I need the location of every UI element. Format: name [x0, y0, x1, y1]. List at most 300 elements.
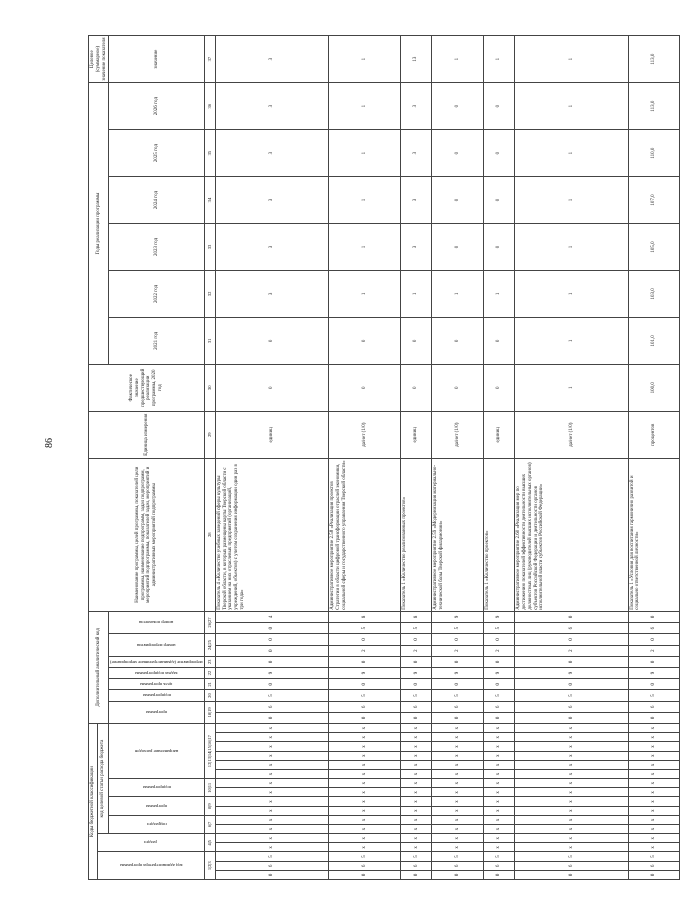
code-cell: 9 [432, 667, 484, 678]
code-cell: х [628, 824, 680, 833]
value-cell: 1 [401, 270, 432, 317]
code-cell: х [329, 733, 401, 742]
value-cell: 113,0 [628, 36, 680, 83]
code-cell: 8 [329, 611, 401, 622]
code-cell: 0 [401, 679, 432, 690]
value-cell: 105,0 [628, 224, 680, 271]
code-cell: 9 [329, 667, 401, 678]
code-cell: х [432, 843, 484, 852]
code-cell: 0 [515, 870, 628, 879]
code-cell: х [401, 751, 432, 760]
value-cell: 3 [401, 224, 432, 271]
razdel-label: раздел [144, 840, 158, 846]
value-cell: 1 [329, 224, 401, 271]
code-cell: х [515, 843, 628, 852]
code-cell: х [484, 824, 515, 833]
value-cell: 1 [329, 177, 401, 224]
value-cell: 3 [401, 130, 432, 177]
unit-cell: процентов [628, 411, 680, 458]
code-cell: 4 [215, 611, 328, 622]
code-cell: х [401, 769, 432, 778]
zadacha-header [109, 667, 205, 678]
code-cell: 6 [628, 701, 680, 712]
code-cell: 6 [432, 861, 484, 870]
code-cell: 6 [484, 861, 515, 870]
code-cell: х [401, 824, 432, 833]
value-cell: 3 [215, 177, 328, 224]
code-cell: 6 [215, 701, 328, 712]
admin-code-header [97, 852, 204, 880]
code-cell: 0 [401, 634, 432, 645]
admin-code-label: код администратора программы [119, 863, 183, 869]
value-cell: 1 [329, 130, 401, 177]
code-cell: х [484, 769, 515, 778]
code-cell: 5 [329, 852, 401, 861]
code-cell: 5 [329, 623, 401, 634]
value-cell: 1 [484, 270, 515, 317]
code-cell: х [515, 824, 628, 833]
code-cell: х [401, 806, 432, 815]
target-group-header: Целевое (суммарное) значение показателя [89, 36, 109, 83]
code-cell: х [628, 724, 680, 733]
value-cell: 1 [515, 177, 628, 224]
code-cell: 0 [432, 712, 484, 723]
podrazdel-label: подраздел [146, 822, 167, 828]
indicator-name: Административное мероприятие 2.58 «Реализация проектов Стратегии в области цифровой трансформации отраслей экономики, социальной сферы и государственного управления Тверской области» [329, 458, 401, 611]
nomer-pok-header [109, 611, 205, 634]
code-cell: х [484, 742, 515, 751]
code-cell: 0 [432, 656, 484, 667]
code-cell: 0 [432, 870, 484, 879]
code-cell: 6 [401, 861, 432, 870]
code-cell: х [215, 834, 328, 843]
colnum: 21 [204, 679, 215, 690]
code-cell: х [628, 815, 680, 824]
code-cell: х [432, 815, 484, 824]
code-cell: 6 [515, 623, 628, 634]
code-cell: х [329, 751, 401, 760]
colnum: 20 [204, 690, 215, 701]
code-cell: х [515, 769, 628, 778]
nomer-header [109, 634, 205, 656]
code-cell: х [628, 733, 680, 742]
code-cell: х [628, 806, 680, 815]
colnum: 12|13|14|15|16|17 [204, 724, 215, 779]
meropriyatie-header [109, 656, 205, 667]
table-row [515, 36, 628, 880]
unit-header: Единица измерения [89, 411, 205, 458]
napravlenie-header [109, 724, 205, 779]
razdel-header [97, 834, 204, 852]
code-cell: 0 [484, 712, 515, 723]
code-cell: 0 [329, 679, 401, 690]
code-cell: х [329, 742, 401, 751]
code-cell: х [432, 834, 484, 843]
cs-group-header: код целевой статьи расхода бюджета [97, 724, 109, 834]
colnum: 30 [204, 364, 215, 411]
code-cell: х [329, 806, 401, 815]
code-cell: х [628, 843, 680, 852]
code-cell: 5 [628, 852, 680, 861]
code-cell: х [628, 797, 680, 806]
code-cell: 5 [484, 690, 515, 701]
code-cell: х [215, 797, 328, 806]
code-cell: х [401, 815, 432, 824]
value-cell: 1 [432, 270, 484, 317]
value-cell: 0 [484, 83, 515, 130]
code-cell: 0 [515, 712, 628, 723]
code-cell: х [215, 824, 328, 833]
name-header: Наименование программы, целей программы, показателей цели программы, наименование подпрограмм, задач подпрограмм, мероприятий подпрограммы, показателей задач, мероприятий и административных мероприятий подпрограммы [89, 458, 205, 611]
value-cell: 3 [401, 83, 432, 130]
dop-code-group-header: Дополнительный аналитический код [89, 611, 109, 723]
code-cell: 6 [515, 861, 628, 870]
value-cell: 101,0 [628, 317, 680, 364]
indicator-name: Административное мероприятие 2.59 «Модернизация материально-технической базы Тверской филармонии» [432, 458, 484, 611]
target-value-header: значение [109, 36, 205, 83]
code-cell: х [432, 724, 484, 733]
code-cell: 0 [329, 870, 401, 879]
code-cell: х [515, 779, 628, 788]
code-cell: х [515, 751, 628, 760]
value-cell: 0 [215, 317, 328, 364]
code-cell: х [484, 843, 515, 852]
code-cell: 5 [515, 690, 628, 701]
rotated-table-area [88, 35, 657, 880]
value-cell: 13 [401, 36, 432, 83]
table-row [432, 36, 484, 880]
code-cell: х [484, 815, 515, 824]
code-cell: х [401, 742, 432, 751]
indicator-name: Показатель 1 «Условия для воспитания гармонично развитой и социально ответственной личности» [628, 458, 680, 611]
code-cell: 5 [628, 690, 680, 701]
code-cell: 0 [215, 645, 328, 656]
programma-header [109, 797, 205, 815]
code-cell: х [484, 751, 515, 760]
code-cell: 5 [515, 852, 628, 861]
code-cell: 0 [215, 712, 328, 723]
code-cell: х [215, 779, 328, 788]
unit-cell: да/нет (1/0) [432, 411, 484, 458]
colnum: 1|2|3 [204, 852, 215, 880]
value-cell: 1 [329, 83, 401, 130]
code-cell: х [215, 733, 328, 742]
indicator-name: Административное мероприятие 2.60 «Реализация мер по достижению показателей эффективности деятельности высших должностных лиц (руководителей высших исполнительных органов) субъектов Российской Федерации и деятельности органов исполнительной власти субъектов Российской Федерации» [515, 458, 628, 611]
colnum: 29 [204, 411, 215, 458]
code-cell: х [484, 788, 515, 797]
code-cell: 2 [628, 645, 680, 656]
code-cell: х [432, 788, 484, 797]
code-cell: х [401, 733, 432, 742]
year-2021-header: 2021 год [109, 317, 205, 364]
value-cell: 0 [432, 224, 484, 271]
code-cell: х [215, 815, 328, 824]
value-cell: 0 [432, 130, 484, 177]
code-cell: 2 [515, 645, 628, 656]
code-cell: х [215, 724, 328, 733]
colnum: 28 [204, 458, 215, 611]
code-cell: х [628, 834, 680, 843]
value-cell: 3 [215, 83, 328, 130]
code-cell: х [515, 834, 628, 843]
code-cell: 6 [329, 701, 401, 712]
code-cell: х [329, 788, 401, 797]
year-2022-header: 2022 год [109, 270, 205, 317]
year-2026-header: 2026 год [109, 83, 205, 130]
code-cell: 0 [628, 611, 680, 622]
code-cell: 5 [401, 690, 432, 701]
value-cell: 113,0 [628, 83, 680, 130]
cel-header [109, 679, 205, 690]
code-cell: х [432, 760, 484, 769]
code-cell: 0 [484, 679, 515, 690]
code-cell: 0 [515, 611, 628, 622]
value-cell: 110,0 [628, 130, 680, 177]
fact-2020-header: Фактическое значение предшествующий реализации программы, 2020 год [89, 364, 205, 411]
code-cell: 0 [484, 870, 515, 879]
code-cell: 6 [628, 861, 680, 870]
value-cell: 1 [515, 317, 628, 364]
code-cell: 2 [484, 645, 515, 656]
code-cell: 9 [432, 611, 484, 622]
code-cell: х [215, 742, 328, 751]
code-cell: х [215, 769, 328, 778]
years-group-header: Годы реализации программы [89, 83, 109, 365]
page-number: 86 [44, 438, 55, 448]
code-cell: 6 [215, 861, 328, 870]
code-cell: 2 [329, 645, 401, 656]
code-cell: 6 [401, 701, 432, 712]
value-cell: 3 [401, 177, 432, 224]
code-cell: 5 [401, 852, 432, 861]
value-cell: 0 [401, 317, 432, 364]
code-cell: 9 [215, 667, 328, 678]
year-2024-header: 2024 год [109, 177, 205, 224]
code-cell: 6 [484, 701, 515, 712]
colnum: 36 [204, 83, 215, 130]
code-cell: х [515, 724, 628, 733]
value-cell: 0 [215, 364, 328, 411]
code-cell: 0 [484, 656, 515, 667]
code-cell: х [215, 751, 328, 760]
code-cell: х [215, 760, 328, 769]
value-cell: 0 [484, 130, 515, 177]
code-cell: 0 [401, 656, 432, 667]
code-cell: х [484, 834, 515, 843]
code-cell: 0 [401, 870, 432, 879]
cel-label: цель программы [140, 681, 173, 687]
value-cell: 0 [432, 177, 484, 224]
code-cell: х [484, 760, 515, 769]
code-cell: 8 [401, 611, 432, 622]
code-cell: х [484, 806, 515, 815]
meropriyatie-label: мероприятие (административное мероприятие) [110, 659, 203, 665]
code-cell: х [401, 788, 432, 797]
code-cell: х [628, 769, 680, 778]
code-cell: х [484, 733, 515, 742]
value-cell: 0 [484, 364, 515, 411]
code-cell: х [329, 724, 401, 733]
code-cell: 5 [432, 690, 484, 701]
code-cell: х [515, 788, 628, 797]
table-body [215, 36, 680, 880]
code-cell: х [432, 824, 484, 833]
colnum: 34 [204, 177, 215, 224]
code-cell: 0 [329, 656, 401, 667]
code-cell: х [515, 815, 628, 824]
code-cell: 0 [215, 623, 328, 634]
value-cell: 0 [401, 364, 432, 411]
code-cell: х [484, 797, 515, 806]
code-cell: 0 [628, 870, 680, 879]
value-cell: 1 [515, 36, 628, 83]
podprogramma-header [109, 779, 205, 797]
code-cell: 0 [628, 634, 680, 645]
value-cell: 1 [515, 224, 628, 271]
code-cell: 0 [628, 679, 680, 690]
code-cell: х [484, 779, 515, 788]
code-cell: 0 [515, 679, 628, 690]
code-cell: 2 [432, 645, 484, 656]
code-cell: 6 [515, 701, 628, 712]
nomer-label: номер мероприятия [137, 642, 176, 648]
value-cell: 0 [329, 364, 401, 411]
code-cell: 5 [484, 623, 515, 634]
value-cell: 0 [432, 317, 484, 364]
unit-cell: да/нет (1/0) [329, 411, 401, 458]
code-cell: 9 [515, 667, 628, 678]
code-cell: 0 [329, 712, 401, 723]
code-cell: х [401, 760, 432, 769]
table-row [401, 36, 432, 880]
code-cell: 0 [329, 634, 401, 645]
colnum: 35 [204, 130, 215, 177]
code-cell: 6 [432, 701, 484, 712]
code-cell: 9 [628, 667, 680, 678]
value-cell: 103,0 [628, 270, 680, 317]
code-cell: 0 [628, 712, 680, 723]
table-row [329, 36, 401, 880]
value-cell: 3 [215, 130, 328, 177]
colnum: 8|9 [204, 797, 215, 815]
code-cell: х [432, 806, 484, 815]
nomer-pok-label: номер показателя [139, 620, 174, 626]
code-cell: 6 [628, 623, 680, 634]
value-cell: 1 [432, 36, 484, 83]
code-cell: х [329, 824, 401, 833]
colnum: 18|19 [204, 701, 215, 723]
podprogramma-label: подпрограмма [142, 785, 171, 791]
code-cell: х [432, 797, 484, 806]
value-cell: 0 [484, 317, 515, 364]
dop-programma-label: программа [145, 710, 168, 715]
value-cell: 0 [484, 177, 515, 224]
unit-cell: единиц [484, 411, 515, 458]
code-cell: х [432, 733, 484, 742]
colnum: 10|11 [204, 779, 215, 797]
colnum: 24|25 [204, 634, 215, 656]
year-2023-header: 2023 год [109, 224, 205, 271]
indicator-name: Показатель 4 «Количество учебных заведений сферы культуры Тверской области, в которых размещены карты Тверской области с указанием на них отраслевых предприятий (организаций, учреждений, объектов) с учетом сохранения информации один раз в три года» [215, 458, 328, 611]
code-cell: х [628, 751, 680, 760]
programma-label: программа [145, 803, 168, 809]
code-cell: х [515, 760, 628, 769]
code-cell: 0 [515, 634, 628, 645]
code-cell: х [515, 742, 628, 751]
code-cell: х [515, 797, 628, 806]
code-cell: 5 [484, 852, 515, 861]
value-cell: 1 [329, 36, 401, 83]
value-cell: 107,0 [628, 177, 680, 224]
dop-podprogramma-label: подпрограмма [142, 693, 171, 699]
code-cell: 0 [215, 634, 328, 645]
code-cell: х [329, 843, 401, 852]
table-row [215, 36, 328, 880]
code-cell: х [484, 724, 515, 733]
table-row [628, 36, 680, 880]
code-cell: 5 [432, 852, 484, 861]
code-cell: х [329, 815, 401, 824]
podrazdel-header [109, 815, 205, 833]
indicator-name: Показатель 1 «Количество проектов» [484, 458, 515, 611]
year-2025-header: 2025 год [109, 130, 205, 177]
unit-cell: да/нет (1/0) [515, 411, 628, 458]
code-cell: х [215, 843, 328, 852]
code-cell: х [329, 797, 401, 806]
value-cell: 0 [484, 224, 515, 271]
value-cell: 3 [215, 224, 328, 271]
code-cell: 9 [401, 667, 432, 678]
code-cell: х [329, 779, 401, 788]
code-cell: х [329, 834, 401, 843]
code-cell: х [515, 806, 628, 815]
code-cell: х [432, 769, 484, 778]
value-cell: 100,0 [628, 364, 680, 411]
code-cell: 0 [628, 656, 680, 667]
colnum: 33 [204, 224, 215, 271]
colnum: 22 [204, 667, 215, 678]
code-cell: х [628, 742, 680, 751]
codes-group-header: Коды бюджетной классификации [89, 724, 98, 880]
code-cell: 5 [215, 690, 328, 701]
colnum: 26|27 [204, 611, 215, 634]
value-cell: 0 [329, 317, 401, 364]
code-cell: х [432, 751, 484, 760]
value-cell: 1 [515, 270, 628, 317]
code-cell: 5 [215, 852, 328, 861]
code-cell: х [329, 760, 401, 769]
code-cell: х [401, 779, 432, 788]
dop-podprogramma-header [109, 690, 205, 701]
value-cell: 1 [484, 36, 515, 83]
colnum: 37 [204, 36, 215, 83]
code-cell: 0 [401, 712, 432, 723]
code-cell: х [215, 788, 328, 797]
code-cell: 0 [432, 679, 484, 690]
code-cell: х [628, 788, 680, 797]
napravlenie-label: направление расходов [134, 748, 179, 754]
value-cell: 1 [515, 130, 628, 177]
value-cell: 0 [432, 364, 484, 411]
value-cell: 1 [515, 364, 628, 411]
unit-cell: единиц [215, 411, 328, 458]
code-cell: х [329, 769, 401, 778]
dop-programma-header [109, 701, 205, 723]
code-cell: 5 [432, 623, 484, 634]
code-cell: х [515, 733, 628, 742]
code-cell: х [401, 797, 432, 806]
indicator-name: Показатель 1 «Количество реализованных проектов» [401, 458, 432, 611]
